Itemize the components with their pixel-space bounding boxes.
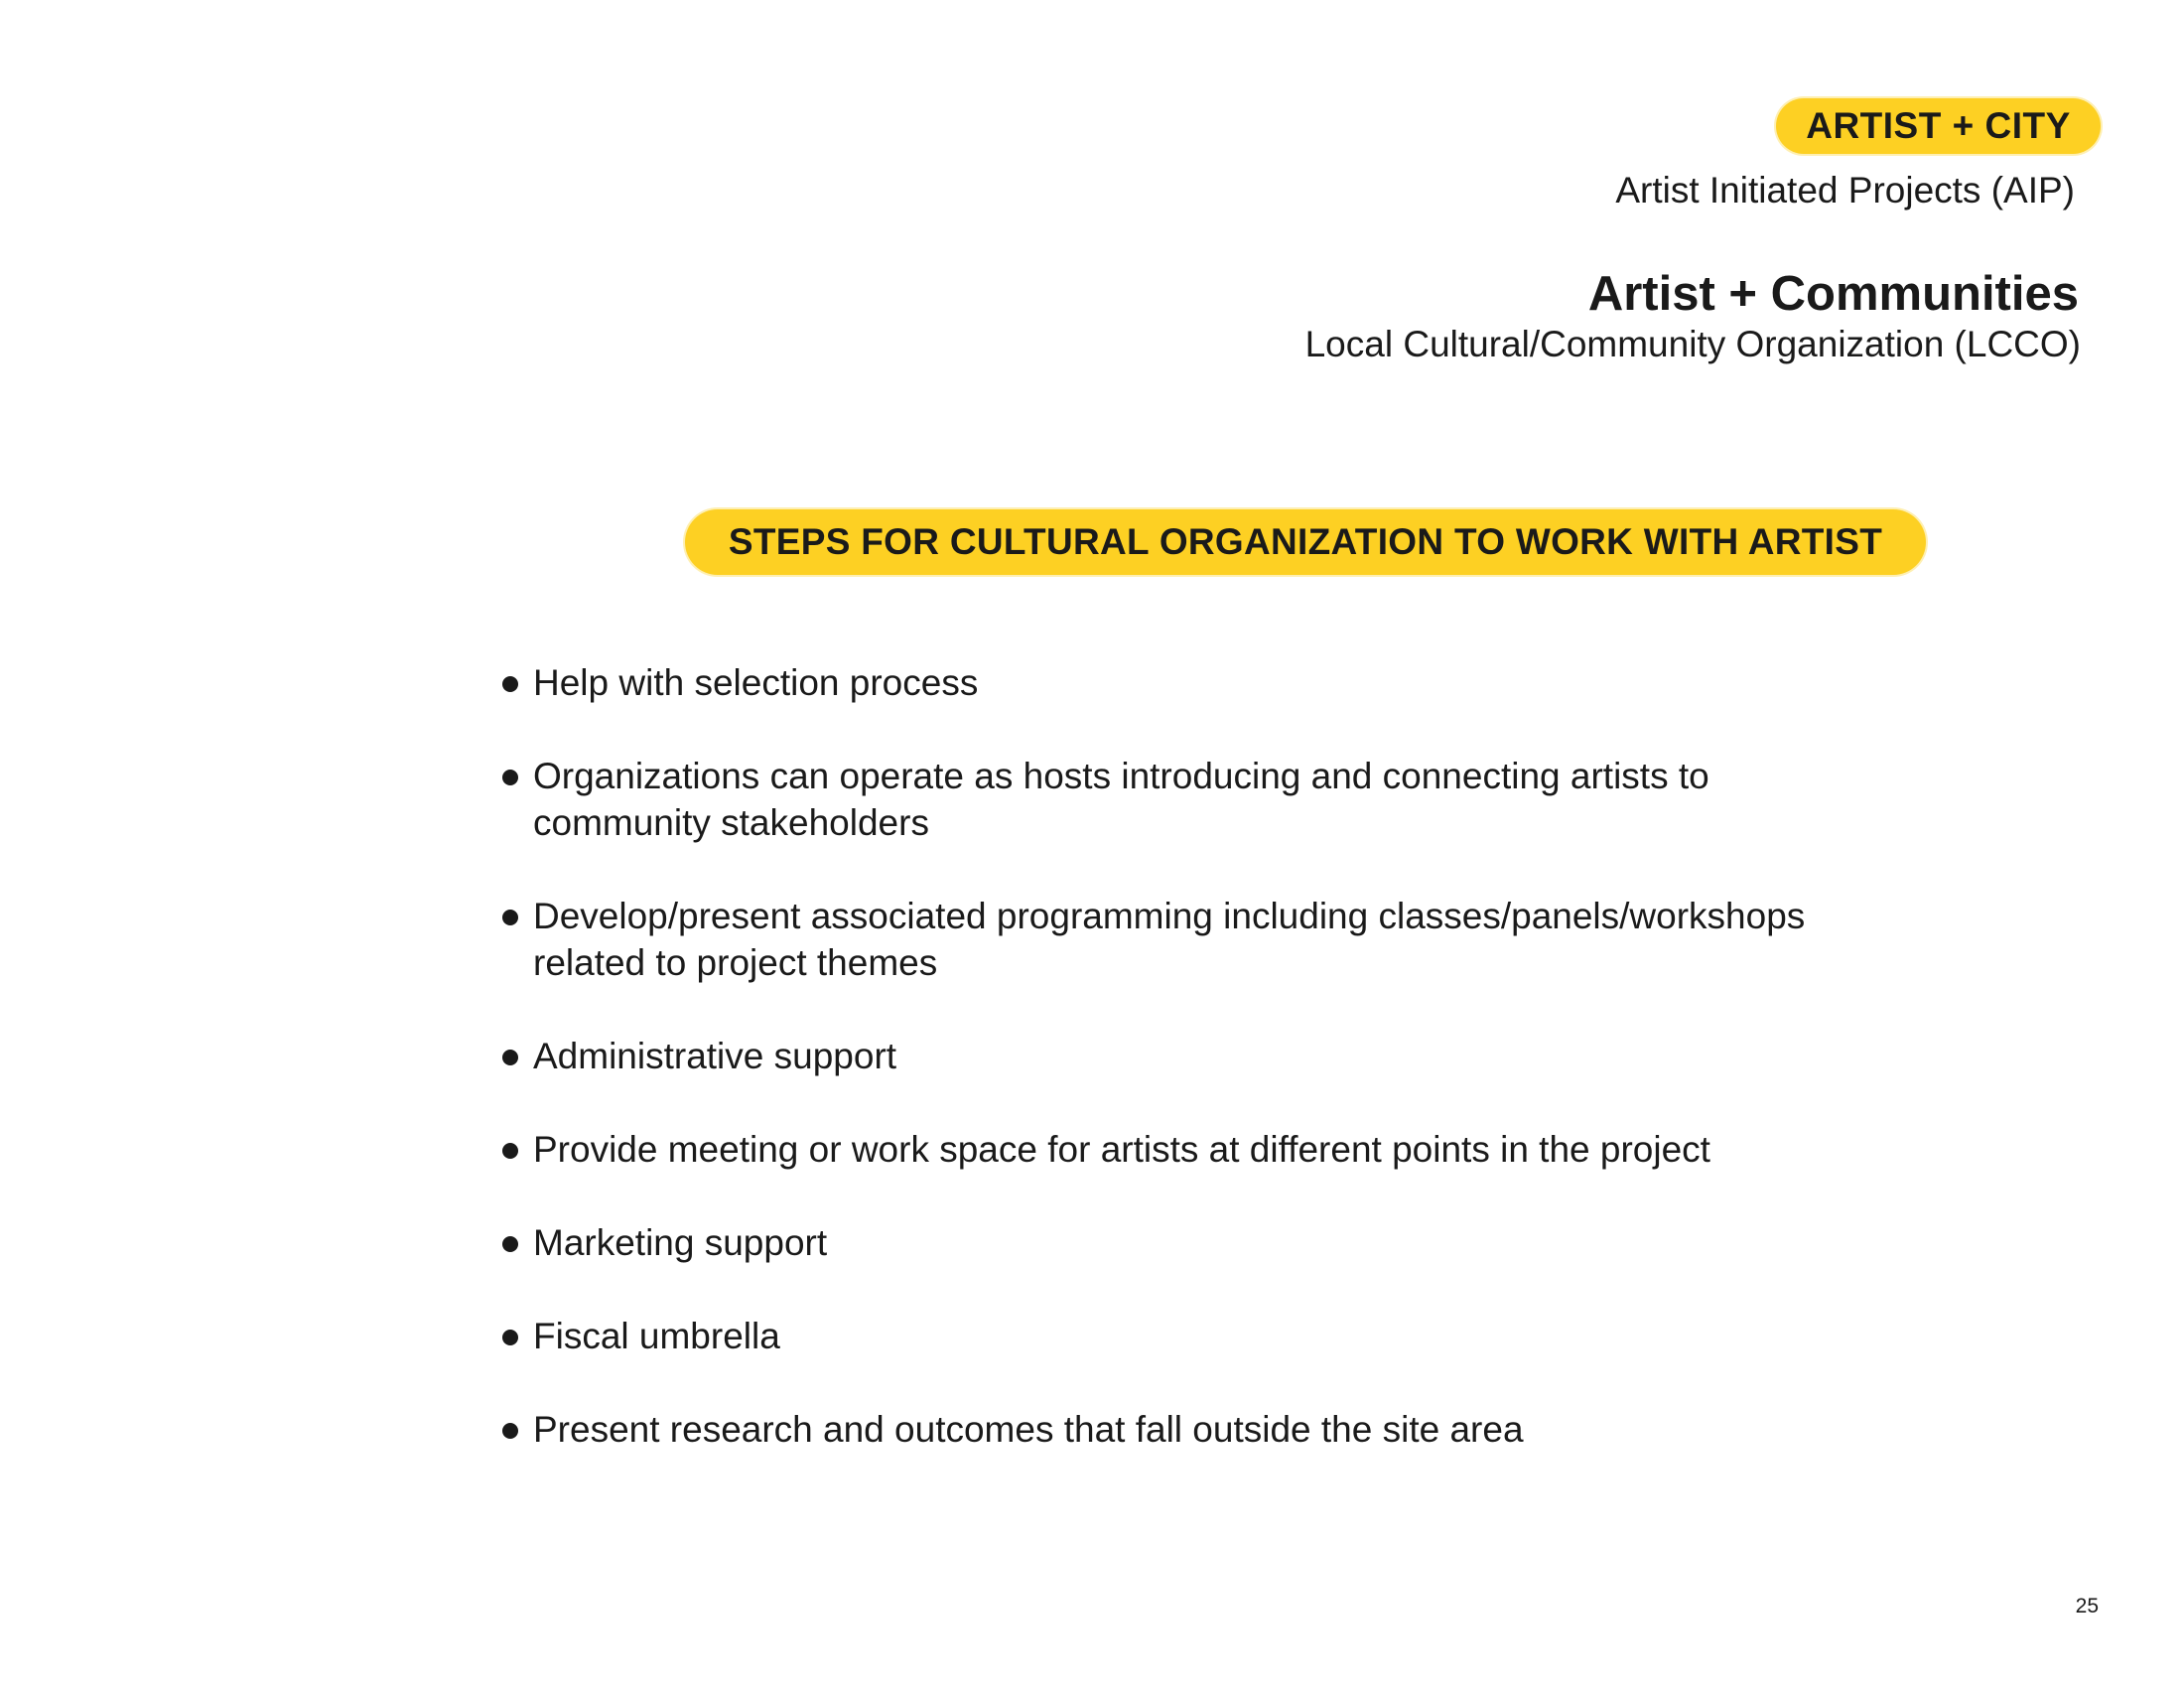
step-item xyxy=(496,1313,1936,1359)
aip-label: Artist Initiated Projects (AIP) xyxy=(1615,170,2075,211)
step-item xyxy=(496,1219,1936,1266)
step-text: Administrative support xyxy=(533,1036,897,1076)
bullet-icon xyxy=(502,1143,518,1159)
step-item xyxy=(496,1126,1936,1173)
step-text-line-1: Organizations can operate as hosts introducing and connecting artists to xyxy=(533,756,1709,796)
step-text: Provide meeting or work space for artists at different points in the project xyxy=(533,1129,1710,1170)
step-item xyxy=(496,1406,1936,1453)
page-number: 25 xyxy=(2075,1595,2099,1618)
steps-list xyxy=(496,659,1936,1499)
bullet-icon xyxy=(502,1423,518,1439)
bullet-icon xyxy=(502,676,518,692)
step-text: Present research and outcomes that fall outside the site area xyxy=(533,1409,1524,1450)
bullet-icon xyxy=(502,1050,518,1065)
section-subtitle: Local Cultural/Community Organization (LCCO) xyxy=(1304,324,2081,364)
bullet-icon xyxy=(502,910,518,925)
artist-city-badge: ARTIST + CITY xyxy=(1776,98,2101,154)
step-item xyxy=(496,893,1936,986)
step-text: Marketing support xyxy=(533,1222,828,1263)
steps-banner: STEPS FOR CULTURAL ORGANIZATION TO WORK WITH ARTIST xyxy=(685,509,1926,575)
bullet-icon xyxy=(502,1330,518,1345)
bullet-icon xyxy=(502,1236,518,1252)
step-item xyxy=(496,1033,1936,1079)
step-text: Help with selection process xyxy=(533,662,979,703)
step-item xyxy=(496,753,1936,846)
step-text-line-1: Develop/present associated programming including classes/panels/workshops xyxy=(533,896,1806,936)
step-text: Fiscal umbrella xyxy=(533,1316,780,1356)
step-text-line-2: community stakeholders xyxy=(533,802,929,843)
section-title: Artist + Communities xyxy=(1587,267,2079,321)
step-item xyxy=(496,659,1936,706)
step-text-line-2: related to project themes xyxy=(533,942,938,983)
bullet-icon xyxy=(502,770,518,785)
